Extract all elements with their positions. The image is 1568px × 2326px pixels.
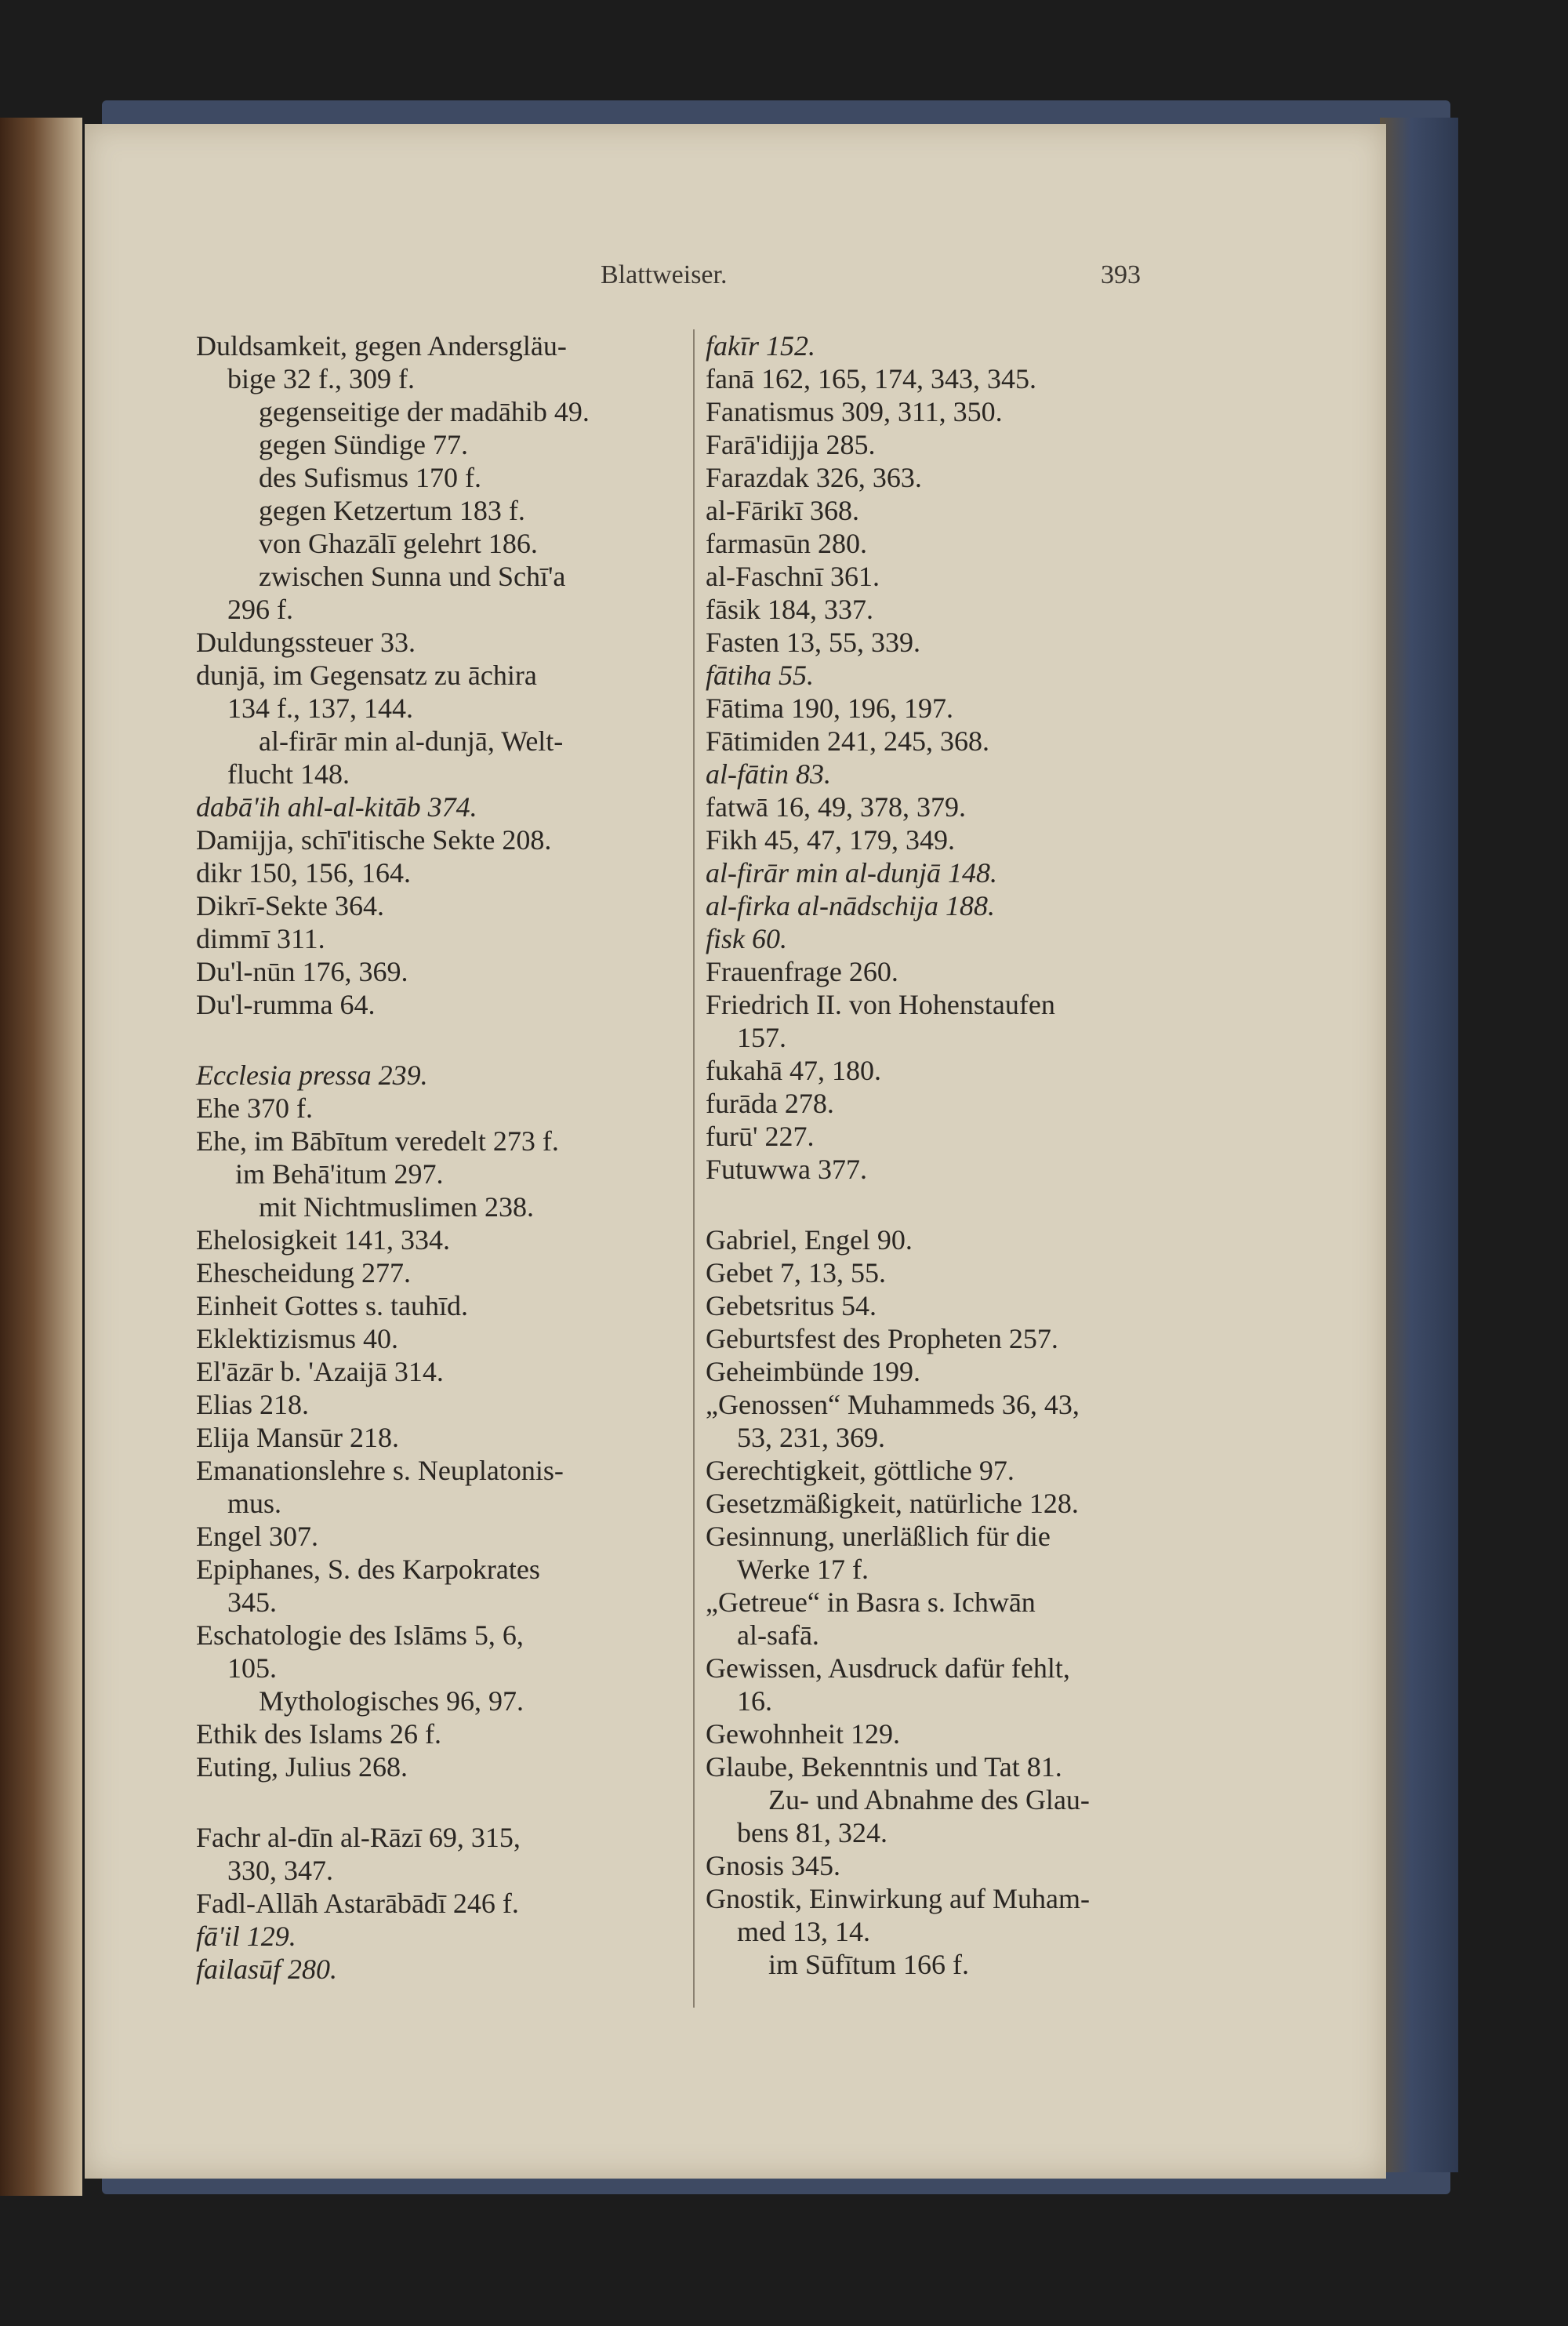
index-entry: Fātima 190, 196, 197.: [706, 692, 953, 724]
index-entry: al-safā.: [737, 1619, 819, 1651]
index-entry: flucht 148.: [227, 758, 350, 790]
index-entry: al-firār min al-dunjā 148.: [706, 857, 998, 889]
index-entry: dunjā, im Gegensatz zu āchira: [196, 660, 537, 691]
index-entry: Damijja, schī'itische Sekte 208.: [196, 824, 552, 856]
index-entry: Fadl-Allāh Astarābādī 246 f.: [196, 1888, 519, 1919]
index-entry: farmasūn 280.: [706, 528, 867, 559]
index-entry: gegenseitige der madāhib 49.: [259, 396, 590, 427]
index-entry: Fātimiden 241, 245, 368.: [706, 725, 989, 757]
index-entry: 330, 347.: [227, 1855, 333, 1886]
index-entry: failasūf 280.: [196, 1953, 338, 1985]
running-head: [0, 260, 1568, 292]
index-entry: fukahā 47, 180.: [706, 1055, 881, 1086]
index-entry: Gebet 7, 13, 55.: [706, 1257, 886, 1288]
index-entry: Zu- und Abnahme des Glau-: [768, 1784, 1090, 1815]
index-entry: Futuwwa 377.: [706, 1154, 867, 1185]
index-entry: Dikrī-Sekte 364.: [196, 890, 384, 921]
index-entry: Ethik des Islams 26 f.: [196, 1718, 441, 1750]
index-entry: Ecclesia pressa 239.: [196, 1059, 428, 1091]
section-gap: [196, 1021, 682, 1059]
index-entry: Mythologisches 96, 97.: [259, 1685, 524, 1717]
index-entry: Gewissen, Ausdruck dafür fehlt,: [706, 1652, 1070, 1684]
index-entry: gegen Ketzertum 183 f.: [259, 495, 525, 526]
column-rule: [693, 329, 695, 2008]
index-entry: dabā'ih ahl-al-kitāb 374.: [196, 791, 477, 823]
index-entry: 16.: [737, 1685, 772, 1717]
index-entry: El'āzār b. 'Azaijā 314.: [196, 1356, 444, 1387]
index-entry: fāsik 184, 337.: [706, 594, 873, 625]
index-entry: Duldsamkeit, gegen Andersgläu-: [196, 330, 567, 362]
index-entry: Epiphanes, S. des Karpokrates: [196, 1554, 540, 1585]
index-entry: dikr 150, 156, 164.: [196, 857, 411, 889]
index-entry: dimmī 311.: [196, 923, 325, 954]
index-entry: al-fātin 83.: [706, 758, 831, 790]
index-entry: med 13, 14.: [737, 1916, 870, 1947]
index-entry: furū' 227.: [706, 1121, 815, 1152]
index-entry: Frauenfrage 260.: [706, 956, 898, 987]
index-column-right: [706, 329, 1176, 1981]
index-entry: Euting, Julius 268.: [196, 1751, 408, 1783]
index-entry: Gesinnung, unerläßlich für die: [706, 1521, 1051, 1552]
index-entry: fakīr 152.: [706, 330, 815, 362]
index-entry: Gesetzmäßigkeit, natürliche 128.: [706, 1488, 1079, 1519]
section-gap: [196, 1783, 682, 1821]
index-entry: Fachr al-dīn al-Rāzī 69, 315,: [196, 1822, 521, 1853]
index-entry: Ehescheidung 277.: [196, 1257, 411, 1288]
index-entry: mus.: [227, 1488, 282, 1519]
index-entry: al-firka al-nādschija 188.: [706, 890, 995, 921]
index-entry: al-Faschnī 361.: [706, 561, 880, 592]
index-entry: Farazdak 326, 363.: [706, 462, 922, 493]
index-entry: Elias 218.: [196, 1389, 309, 1420]
index-entry: Fikh 45, 47, 179, 349.: [706, 824, 956, 856]
page-number: 393: [1101, 260, 1141, 289]
index-entry: fātiha 55.: [706, 660, 815, 691]
index-entry: Gebetsritus 54.: [706, 1290, 877, 1321]
index-entry: Gnostik, Einwirkung auf Muham-: [706, 1883, 1090, 1914]
index-entry: fatwā 16, 49, 378, 379.: [706, 791, 966, 823]
index-entry: Gerechtigkeit, göttliche 97.: [706, 1455, 1014, 1486]
index-entry: Farā'idijja 285.: [706, 429, 876, 460]
index-entry: Werke 17 f.: [737, 1554, 869, 1585]
running-title: Blattweiser.: [601, 260, 728, 289]
index-entry: Ehe, im Bābītum veredelt 273 f.: [196, 1125, 559, 1157]
index-entry: bens 81, 324.: [737, 1817, 887, 1848]
index-entry: Gewohnheit 129.: [706, 1718, 900, 1750]
index-entry: des Sufismus 170 f.: [259, 462, 482, 493]
index-entry: mit Nichtmuslimen 238.: [259, 1191, 534, 1223]
index-entry: „Genossen“ Muhammeds 36, 43,: [706, 1389, 1080, 1420]
index-entry: 157.: [737, 1022, 786, 1053]
index-entry: bige 32 f., 309 f.: [227, 363, 415, 394]
index-entry: zwischen Sunna und Schī'a: [259, 561, 566, 592]
index-entry: 53, 231, 369.: [737, 1422, 885, 1453]
index-entry: fisk 60.: [706, 923, 787, 954]
index-entry: Fasten 13, 55, 339.: [706, 627, 920, 658]
index-entry: Du'l-nūn 176, 369.: [196, 956, 408, 987]
facing-page-edge: [0, 118, 82, 2196]
index-entry: Du'l-rumma 64.: [196, 989, 376, 1020]
index-entry: Fanatismus 309, 311, 350.: [706, 396, 1003, 427]
index-entry: im Behā'itum 297.: [235, 1158, 444, 1190]
index-entry: al-firār min al-dunjā, Welt-: [259, 725, 564, 757]
index-entry: 345.: [227, 1586, 277, 1618]
index-entry: Ehe 370 f.: [196, 1092, 313, 1124]
section-gap: [706, 1186, 1176, 1223]
index-entry: Engel 307.: [196, 1521, 318, 1552]
index-entry: Geburtsfest des Propheten 257.: [706, 1323, 1058, 1354]
index-entry: furāda 278.: [706, 1088, 834, 1119]
index-entry: Friedrich II. von Hohenstaufen: [706, 989, 1055, 1020]
book-cover-edge: [1380, 118, 1458, 2172]
index-entry: im Sūfītum 166 f.: [768, 1949, 970, 1980]
index-entry: fanā 162, 165, 174, 343, 345.: [706, 363, 1036, 394]
index-entry: Emanationslehre s. Neuplatonis-: [196, 1455, 564, 1486]
index-entry: Eklektizismus 40.: [196, 1323, 398, 1354]
index-entry: 296 f.: [227, 594, 293, 625]
index-entry: Ehelosigkeit 141, 334.: [196, 1224, 450, 1256]
index-entry: Glaube, Bekenntnis und Tat 81.: [706, 1751, 1062, 1783]
index-entry: Gnosis 345.: [706, 1850, 841, 1881]
index-entry: Eschatologie des Islāms 5, 6,: [196, 1619, 524, 1651]
index-entry: „Getreue“ in Basra s. Ichwān: [706, 1586, 1036, 1618]
index-entry: Duldungssteuer 33.: [196, 627, 416, 658]
index-entry: Geheimbünde 199.: [706, 1356, 920, 1387]
index-entry: Elija Mansūr 218.: [196, 1422, 399, 1453]
index-entry: al-Fārikī 368.: [706, 495, 859, 526]
index-entry: Einheit Gottes s. tauhīd.: [196, 1290, 468, 1321]
index-column-left: [196, 329, 682, 1986]
index-entry: fā'il 129.: [196, 1921, 296, 1952]
index-entry: 134 f., 137, 144.: [227, 692, 413, 724]
index-entry: gegen Sündige 77.: [259, 429, 468, 460]
index-entry: von Ghazālī gelehrt 186.: [259, 528, 538, 559]
index-entry: 105.: [227, 1652, 277, 1684]
index-entry: Gabriel, Engel 90.: [706, 1224, 913, 1256]
